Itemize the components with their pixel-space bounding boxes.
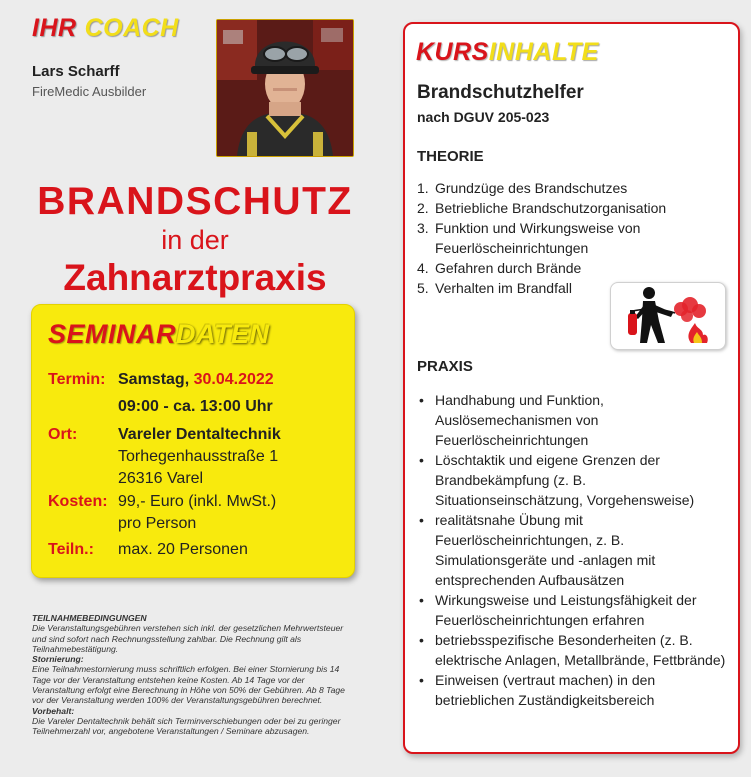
coach-name: Lars Scharff xyxy=(32,63,120,80)
termin-date: 30.04.2022 xyxy=(193,371,274,388)
conditions-text: Die Veranstaltungsgebühren verstehen sich inkl. der gesetzlichen Mehrwertsteuer und sind sofort nach Rechnungsstellung zahlbar. Die Rechnung gilt als Teilnahmebestätigung. xyxy=(32,623,344,654)
vorbehalt-heading: Vorbehalt: xyxy=(32,705,75,716)
headline-line2: in der xyxy=(161,225,229,255)
ort-city: 26316 Varel xyxy=(118,470,204,487)
theorie-list xyxy=(417,178,727,298)
seminar-data-box xyxy=(31,304,355,578)
theorie-heading: THEORIE xyxy=(417,148,484,165)
course-heading xyxy=(416,38,599,67)
person-extinguishing-fire-icon xyxy=(611,283,725,349)
ort-label: Ort: xyxy=(48,426,78,443)
kosten-label: Kosten: xyxy=(48,493,108,510)
list-item: 3. Funktion und Wirkungsweise von Feuerlöscheinrichtungen xyxy=(417,220,641,256)
list-item: • Wirkungsweise und Leistungsfähigkeit der Feuerlöscheinrichtungen erfahren xyxy=(419,592,697,628)
course-heading-red: KURS xyxy=(416,38,489,66)
seminar-heading-yellow: DATEN xyxy=(176,319,270,349)
list-item: • betriebsspezifische Besonderheiten (z. B. elektrische Anlagen, Metallbrände, Fettbrände) xyxy=(419,632,726,668)
coach-role: FireMedic Ausbilder xyxy=(32,84,147,99)
praxis-list xyxy=(417,390,727,710)
seminar-heading-red: SEMINAR xyxy=(48,319,177,349)
storno-text: Eine Teilnahmestornierung muss schriftlich erfolgen. Bei einer Stornierung bis 14 Tage vor der Veranstaltung entstehen keine Kosten. Ab 14 Tage vor der Veranstaltung erfolgt eine Berechnung in Höhe von 50% der Gebühren. Ab 8 Tage vor der Veranstaltung werden 100% der Veranstaltungsgebühren berechnet. xyxy=(32,664,345,706)
participation-conditions xyxy=(32,613,350,737)
list-item: • Einweisen (vertraut machen) in den betrieblichen Zuständigkeitsbereich xyxy=(419,672,656,708)
firefighter-portrait-icon xyxy=(217,20,353,156)
termin-day: Samstag, xyxy=(118,371,190,388)
teiln-label: Teiln.: xyxy=(48,541,94,558)
course-heading-yellow: INHALTE xyxy=(488,38,599,66)
conditions-heading: TEILNAHMEBEDINGUNGEN xyxy=(32,613,147,623)
course-subtitle: nach DGUV 205-023 xyxy=(417,109,550,125)
fire-extinguisher-pictogram xyxy=(610,282,726,350)
ort-street: Torhegenhausstraße 1 xyxy=(118,448,279,465)
coach-heading-red: IHR xyxy=(32,14,77,42)
headline-line1: BRANDSCHUTZ xyxy=(37,180,353,223)
coach-heading xyxy=(32,14,179,43)
coach-heading-yellow: COACH xyxy=(84,14,179,42)
termin-time: 09:00 - ca. 13:00 Uhr xyxy=(118,398,273,415)
teiln-value: max. 20 Personen xyxy=(118,541,248,558)
main-headline xyxy=(0,180,390,300)
kosten-value: 99,- Euro (inkl. MwSt.) xyxy=(118,493,277,510)
praxis-heading: PRAXIS xyxy=(417,358,473,375)
list-item: • Löschtaktik und eigene Grenzen der Brandbekämpfung (z. B. Situationseinschätzung, Vorgehensweise) xyxy=(419,452,695,508)
ort-name: Vareler Dentaltechnik xyxy=(118,426,281,443)
coach-photo xyxy=(216,19,354,157)
termin-value xyxy=(118,369,274,391)
list-item: 2. Betriebliche Brandschutzorganisation xyxy=(417,200,667,216)
kosten-sub: pro Person xyxy=(118,515,197,532)
termin-label: Termin: xyxy=(48,371,106,388)
storno-heading: Stornierung: xyxy=(32,654,84,665)
headline-line3: Zahnarztpraxis xyxy=(63,257,327,298)
list-item: • Handhabung und Funktion, Auslösemechanismen von Feuerlöscheinrichtungen xyxy=(419,392,604,448)
seminar-heading xyxy=(48,319,270,350)
vorbehalt-text: Die Vareler Dentaltechnik behält sich Terminverschiebungen oder bei zu geringer Teilnehmerzahl vor, angebotene Veranstaltungen / Seminare abzusagen. xyxy=(32,715,341,737)
list-item: 4. Gefahren durch Brände xyxy=(417,260,582,276)
list-item: 1. Grundzüge des Brandschutzes xyxy=(417,180,628,196)
list-item: • realitätsnahe Übung mit Feuerlöscheinrichtungen, z. B. Simulationsgeräte und -anlagen mit entsprechenden Aufbausätzen xyxy=(419,512,656,588)
course-name: Brandschutzhelfer xyxy=(417,82,584,103)
list-item: 5. Verhalten im Brandfall xyxy=(417,280,572,296)
course-content-box xyxy=(403,22,740,754)
